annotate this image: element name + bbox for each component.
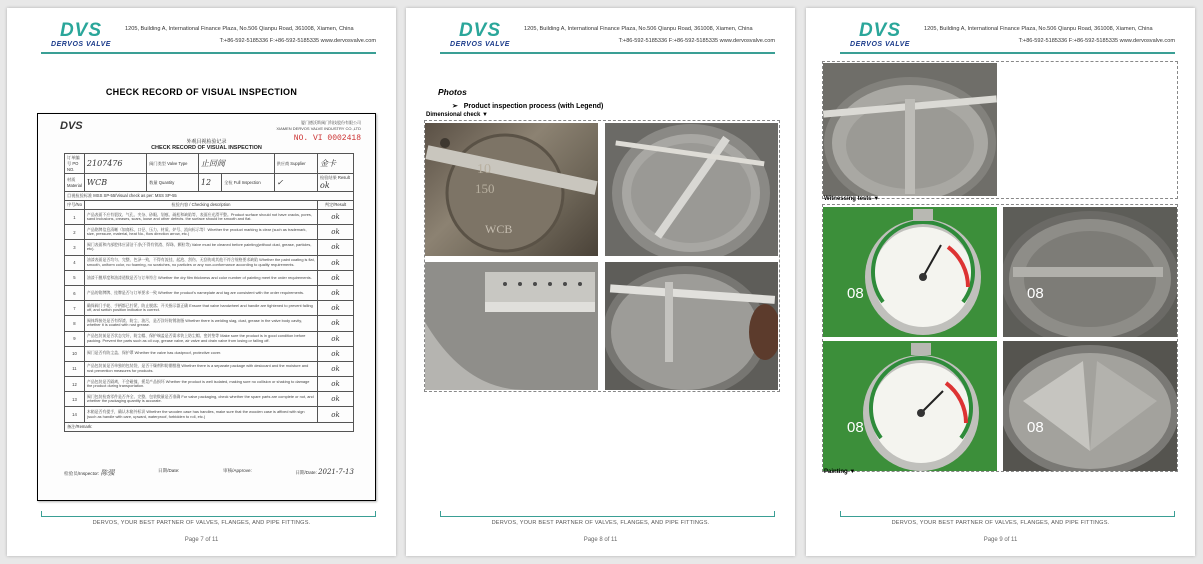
photo-valve-stamping [425,123,598,256]
item-result: ok [318,331,354,346]
header-divider [840,52,1175,54]
item-description: 产品表面不应有裂纹、气孔、夹杂、砂眼、划痕、疏松和缺陷等，表面应光滑平整。Product surface should not have cracks, pores, sand inclusions, creases, scars, loose and other defects. the surface should be smooth and flat. [84,210,317,225]
item-number: 7 [65,301,85,316]
item-number: 1 [65,210,85,225]
photo-valve-disc [1003,341,1177,471]
footer-tagline: DERVOS, YOUR BEST PARTNER OF VALVES, FLANGES, AND PIPE FITTINGS. [92,520,311,526]
page-8 [406,8,795,556]
valve-type-label: 阀门类型 Valve Type [147,154,199,174]
item-number: 13 [65,392,85,407]
header-contact: T:+86-592-5185336 F:+86-592-5185335 www.dervosvalve.com [1018,38,1175,44]
item-result: ok [318,407,354,422]
table-row [65,361,354,376]
section-title: Photos [438,87,467,97]
col-no-header: 序号/No [65,201,85,210]
item-result: ok [318,270,354,285]
material-value: WCB [84,174,146,192]
date2-label: 日期/Date: [295,470,317,475]
form-title-cn: 外观目视检验记录 [186,139,227,145]
quantity-label: 数量 Quantity [147,174,199,192]
header-contact: T:+86-592-5185336 F:+86-592-5185335 www.dervosvalve.com [219,38,376,44]
valve-type-value: 止回阀 [198,154,274,174]
witnessing-tests-label: Witnessing tests ▼ [824,196,880,202]
page-number: Page 7 of 11 [184,537,219,543]
item-description: 产品包装前是否单独的包装袋，是否干燥剂和防潮措施 Whether there is a separate package with desiccant and the moisture and rust prevention measures for products. [84,361,317,376]
table-row [65,346,354,361]
footer-divider [840,516,1175,517]
photo-pressure-gauge-2 [823,341,997,471]
gauge-readout: 08 [847,419,864,436]
quantity-value: 12 [198,174,221,192]
item-result: ok [318,240,354,255]
bullet-heading: ➢ Product inspection process (with Legend) [452,103,604,110]
inspector-label: 检验员/Inspector: [64,471,100,476]
item-description: 产品铭牌信息清晰（如商标、口径、压力、材质、炉号、流向标示等）Whether the product marking is clear (such as trademark, size, pressure, material, heat No., flow direction arrow, etc.) [84,225,317,240]
full-inspection-value: ✓ [274,174,317,192]
item-number: 10 [65,346,85,361]
col-content-header: 检验内容 / Checking description [84,201,317,210]
footer-tagline: DERVOS, YOUR BEST PARTNER OF VALVES, FLANGES, AND PIPE FITTINGS. [891,520,1110,526]
table-row [65,240,354,255]
table-row [65,225,354,240]
header-divider [440,52,775,54]
page-title: CHECK RECORD OF VISUAL INSPECTION [105,87,298,97]
item-result: ok [318,301,354,316]
page-number: Page 8 of 11 [583,537,618,543]
item-number: 5 [65,270,85,285]
item-description: 油漆干膜厚度和油漆道数是否与订单符合 Whether the dry film thickness and color number of painting meet the order requirements. [84,270,317,285]
page-9 [806,8,1195,556]
header-address: 1205, Building A, International Finance Plaza, No.506 Qianpu Road, 361008, Xiamen, China [924,26,1153,32]
header-address: 1205, Building A, International Finance Plaza, No.506 Qianpu Road, 361008, Xiamen, China [524,26,753,32]
item-description: 阀体焊接处是否有焊渣、防尘、油污，是否涂好防锈油脂 Whether there is welding slag, dust, grease in the valve body cavity, whether it is coated with rust grease. [84,316,317,331]
item-number: 2 [65,225,85,240]
supplier-label: 供应商 Supplier [274,154,317,174]
photo-pressure-gauge-1 [823,207,997,337]
company-logo [444,22,516,52]
svg-text:150: 150 [475,181,495,196]
logo-mark: DVS [858,20,902,41]
material-label: 材质 Material [65,174,85,192]
item-number: 4 [65,255,85,270]
inspector-value: 陈强 [100,469,115,477]
item-number: 11 [65,361,85,376]
dimensional-check-label: Dimensional check ▼ [426,112,488,118]
table-row [65,392,354,407]
item-description: 产品包装前是否状态完好，防尘帽、保护端盖是否需求装上防尘帽、密封垫等 Make sure the product is in good condition before packing. Prevent the parts such as oil cup, grease valve, air valve and drain valve from losing or falling off. [84,331,317,346]
gauge-readout: 08 [1027,285,1044,302]
item-description: 阀门是否有防尘盖、保护罩 Whether the valve has dustproof, protective cover. [84,346,317,361]
standard-line: 目视检验标准 MSS SP-55/Visual check as per: MSS SP-55 [65,192,354,201]
item-result: ok [318,346,354,361]
date-label: 日期/Date: [158,468,180,473]
footer-tick-right [375,511,376,517]
header-contact: T:+86-592-5185336 F:+86-592-5185335 www.dervosvalve.com [618,38,775,44]
logo-mark: DVS [458,20,502,41]
item-description: 产品的铭牌牌、挂牌是否与订单要求一致 Whether the product's nameplate and tag are consistent with the order requirements. [84,285,317,300]
inspection-form-scan [37,113,376,501]
item-result: ok [318,285,354,300]
logo-name: DERVOS VALVE [850,41,910,48]
result-label: 检验结果 Result [320,175,350,180]
header-divider [41,52,376,54]
item-description: 阀门表面和内部腔体应清洁干净(不得有铁渣、焊珠、颗粒等) Valve must be cleaned before painting(without dust, grease, particles, etc). [84,240,317,255]
footer-tick-right [1174,511,1175,517]
company-logo [844,22,916,52]
remark-row: 备注/Remark: [65,422,354,431]
supplier-value: 金卡 [318,154,354,174]
inspector [64,468,115,478]
table-row [65,331,354,346]
item-number: 12 [65,377,85,392]
date2-value: 2021-7-13 [318,468,354,476]
photo-pressure-test-valve [1003,207,1177,337]
svg-text:WCB: WCB [485,222,513,236]
col-result-header: 判定/Result [318,201,354,210]
photo-valve-top [823,63,997,196]
table-row [65,210,354,225]
page-7 [7,8,396,556]
result-value: ok [320,181,330,190]
table-row [65,377,354,392]
item-description: 阀门包装检查零件是否齐全、完整，包装数量是否准确 For valve packaging, check whether the spare parts are complete or not, and whether the packaging quantity is accurate. [84,392,317,407]
item-result: ok [318,377,354,392]
gauge-readout: 08 [847,285,864,302]
item-description: 确保阀门手轮、手柄都已拧紧，防止脱落；开关指示器正确 Ensure that valve handwheel and handle are tightened to prevent falling off, and switch position indicator is correct. [84,301,317,316]
table-row [65,285,354,300]
form-company-cn: 厦门德沃斯阀门科技股份有限公司 [301,120,361,125]
inspection-table [64,153,354,432]
bullet-text: Product inspection process (with Legend) [463,103,604,110]
header-address: 1205, Building A, International Finance Plaza, No.506 Qianpu Road, 361008, Xiamen, China [125,26,354,32]
painting-label: Painting ▼ [824,469,856,475]
page-number: Page 9 of 11 [983,537,1018,543]
full-inspection-label: 全检 Full Inspection [222,174,274,192]
photo-caliper-closeup [425,262,598,390]
po-label: 订单编号 PO NO. [65,154,85,174]
table-row [65,270,354,285]
approver-label: 审核/Approve: [222,468,252,473]
footer-tick-right [774,511,775,517]
item-result: ok [318,210,354,225]
photo-caliper-disc [605,123,778,256]
item-number: 6 [65,285,85,300]
item-result: ok [318,361,354,376]
result-cell [318,174,354,192]
item-number: 8 [65,316,85,331]
table-row [65,301,354,316]
photo-caliper-hand [605,262,778,390]
footer-tagline: DERVOS, YOUR BEST PARTNER OF VALVES, FLANGES, AND PIPE FITTINGS. [491,520,710,526]
item-description: 木箱是否有提手，确认木箱外标识 Whether the wooden case has handles, make sure that the wooden case is affixed with sign (such as handle with care, upward, waterproof, forbidden to roll, etc.) [84,407,317,422]
logo-name: DERVOS VALVE [450,41,510,48]
item-result: ok [318,392,354,407]
form-title-en: CHECK RECORD OF VISUAL INSPECTION [151,145,262,151]
logo-name: DERVOS VALVE [51,41,111,48]
item-number: 9 [65,331,85,346]
po-value: 2107476 [84,154,146,174]
logo-mark: DVS [59,20,103,41]
footer-divider [440,516,775,517]
footer-divider [41,516,376,517]
form-logo: DVS [60,120,83,132]
item-description: 产品包装是否隔离，不会碰撞，摇晃产品损坏 Whether the product is well isolated, making sure no collision or shaking to damage the product during transportation. [84,377,317,392]
table-row [65,255,354,270]
table-row [65,407,354,422]
company-logo [45,22,117,52]
item-result: ok [318,255,354,270]
form-company [276,120,361,131]
date2 [295,468,354,478]
item-result: ok [318,225,354,240]
svg-text:10: 10 [477,162,491,177]
item-number: 14 [65,407,85,422]
gauge-readout: 08 [1027,419,1044,436]
form-company-en: XIAMEN DERVOS VALVE INDUSTRY CO.,LTD [276,126,361,131]
item-result: ok [318,316,354,331]
item-description: 油漆表面是否均匀、完整、色泽一致，不得有流挂、起泡、刮伤、无刮伤或其他不符合规格要求缺陷 Whether the paint coating is flat, smooth, uniform color, no foaming, no scratches, no particles or any non-conformance according to quality requirements. [84,255,317,270]
table-row [65,316,354,331]
item-number: 3 [65,240,85,255]
record-number: NO. VI 0002418 [293,134,361,143]
signature-line [64,468,354,478]
